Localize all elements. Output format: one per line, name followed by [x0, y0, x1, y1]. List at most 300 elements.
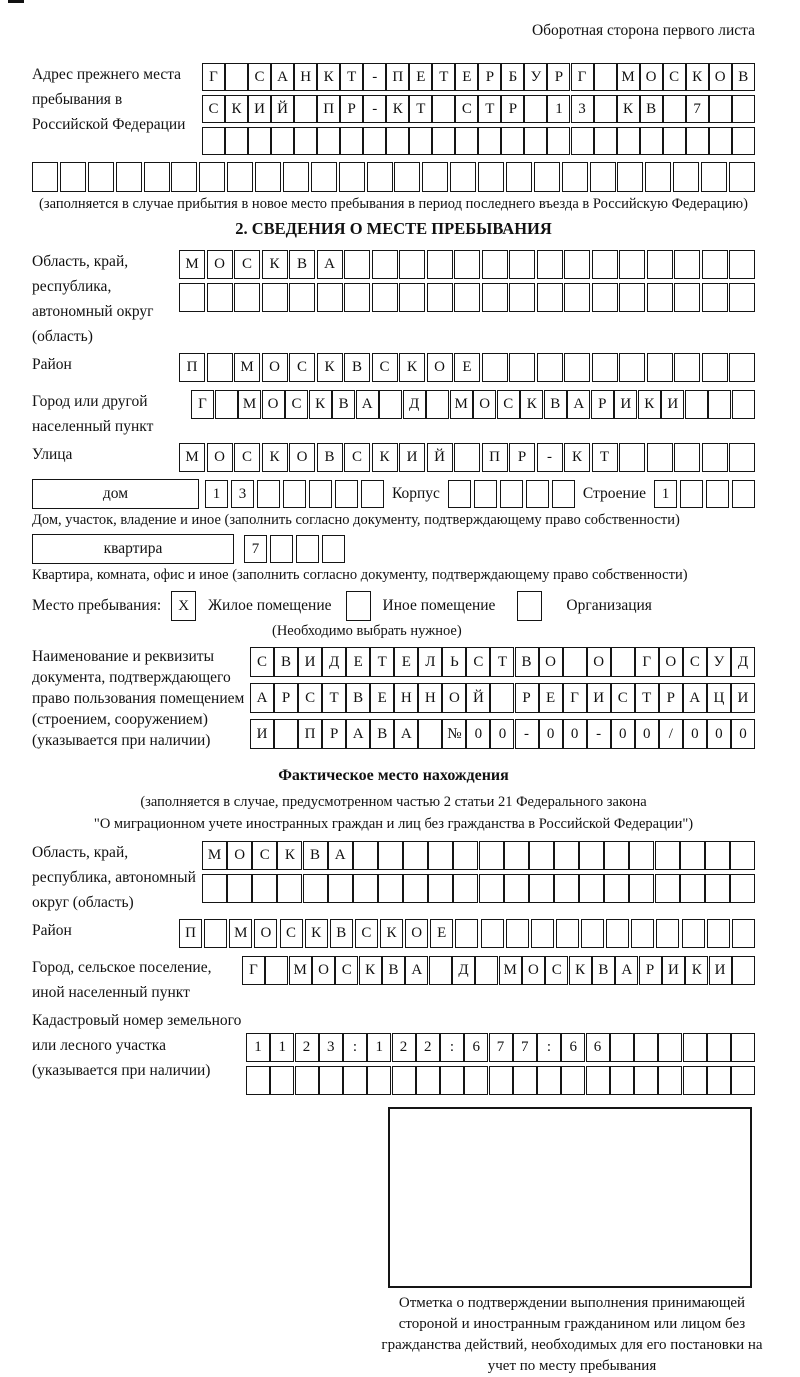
char-cell[interactable] — [479, 874, 504, 903]
char-cell[interactable]: С — [663, 63, 686, 91]
char-cell[interactable] — [179, 283, 205, 312]
char-cell[interactable]: С — [289, 353, 315, 382]
char-cell[interactable]: С — [234, 250, 260, 279]
char-cell[interactable] — [440, 1066, 464, 1095]
char-cell[interactable] — [428, 874, 453, 903]
char-cell[interactable]: С — [455, 95, 478, 123]
char-cell[interactable]: 0 — [563, 719, 587, 749]
char-cell[interactable] — [674, 443, 700, 472]
char-cell[interactable]: К — [685, 956, 708, 985]
char-cell[interactable]: С — [298, 683, 322, 713]
char-cell[interactable] — [564, 250, 590, 279]
char-cell[interactable]: В — [303, 841, 328, 870]
char-cell[interactable] — [561, 1066, 585, 1095]
char-cell[interactable]: Й — [466, 683, 490, 713]
char-cell[interactable] — [504, 874, 529, 903]
char-cell[interactable] — [199, 162, 225, 192]
char-cell[interactable]: О — [227, 841, 252, 870]
char-cell[interactable]: С — [335, 956, 358, 985]
char-cell[interactable] — [702, 250, 728, 279]
char-cell[interactable] — [647, 283, 673, 312]
char-cell[interactable]: 0 — [490, 719, 514, 749]
char-cell[interactable] — [422, 162, 448, 192]
char-cell[interactable]: С — [372, 353, 398, 382]
char-cell[interactable] — [386, 127, 409, 155]
char-cell[interactable] — [171, 162, 197, 192]
char-cell[interactable] — [702, 353, 728, 382]
char-cell[interactable]: О — [207, 250, 233, 279]
char-cell[interactable] — [427, 283, 453, 312]
char-cell[interactable]: 0 — [731, 719, 755, 749]
char-cell[interactable] — [554, 874, 579, 903]
char-cell[interactable]: У — [707, 647, 731, 677]
char-cell[interactable] — [378, 841, 403, 870]
char-cell[interactable] — [429, 956, 452, 985]
char-cell[interactable] — [524, 95, 547, 123]
char-cell[interactable]: - — [537, 443, 563, 472]
char-cell[interactable] — [509, 283, 535, 312]
char-cell[interactable]: 6 — [561, 1033, 585, 1062]
char-cell[interactable] — [729, 443, 755, 472]
char-cell[interactable]: А — [683, 683, 707, 713]
char-cell[interactable]: Р — [515, 683, 539, 713]
char-cell[interactable] — [707, 1033, 731, 1062]
char-cell[interactable]: О — [442, 683, 466, 713]
char-cell[interactable]: И — [731, 683, 755, 713]
char-cell[interactable] — [328, 874, 353, 903]
char-cell[interactable] — [202, 127, 225, 155]
char-cell[interactable]: С — [252, 841, 277, 870]
char-cell[interactable]: С — [466, 647, 490, 677]
char-cell[interactable]: 2 — [416, 1033, 440, 1062]
char-cell[interactable] — [283, 162, 309, 192]
char-cell[interactable]: С — [234, 443, 260, 472]
char-cell[interactable] — [399, 250, 425, 279]
char-cell[interactable]: К — [386, 95, 409, 123]
char-cell[interactable]: В — [640, 95, 663, 123]
char-cell[interactable]: Е — [455, 63, 478, 91]
char-cell[interactable]: 7 — [686, 95, 709, 123]
char-cell[interactable] — [353, 874, 378, 903]
char-cell[interactable]: П — [386, 63, 409, 91]
char-cell[interactable]: М — [617, 63, 640, 91]
char-cell[interactable]: О — [640, 63, 663, 91]
char-cell[interactable] — [610, 1033, 634, 1062]
char-cell[interactable] — [303, 874, 328, 903]
char-cell[interactable]: Р — [340, 95, 363, 123]
char-cell[interactable] — [450, 162, 476, 192]
char-cell[interactable]: В — [344, 353, 370, 382]
char-cell[interactable]: К — [225, 95, 248, 123]
char-cell[interactable]: А — [615, 956, 638, 985]
char-cell[interactable] — [409, 127, 432, 155]
char-cell[interactable]: Р — [659, 683, 683, 713]
char-cell[interactable] — [416, 1066, 440, 1095]
char-cell[interactable]: Р — [478, 63, 501, 91]
char-cell[interactable]: Р — [501, 95, 524, 123]
char-cell[interactable] — [509, 250, 535, 279]
char-cell[interactable]: Л — [418, 647, 442, 677]
char-cell[interactable] — [611, 647, 635, 677]
char-cell[interactable] — [709, 127, 732, 155]
char-cell[interactable] — [655, 874, 680, 903]
char-cell[interactable]: М — [499, 956, 522, 985]
char-cell[interactable] — [403, 841, 428, 870]
char-cell[interactable]: А — [317, 250, 343, 279]
char-cell[interactable]: В — [289, 250, 315, 279]
char-cell[interactable] — [647, 353, 673, 382]
char-cell[interactable] — [526, 480, 549, 508]
char-cell[interactable]: 0 — [707, 719, 731, 749]
char-cell[interactable]: К — [380, 919, 403, 948]
char-cell[interactable] — [506, 919, 529, 948]
char-cell[interactable] — [482, 250, 508, 279]
char-cell[interactable]: 2 — [392, 1033, 416, 1062]
char-cell[interactable]: И — [248, 95, 271, 123]
char-cell[interactable]: Е — [394, 647, 418, 677]
char-cell[interactable] — [729, 250, 755, 279]
char-cell[interactable] — [663, 127, 686, 155]
char-cell[interactable] — [448, 480, 471, 508]
char-cell[interactable] — [262, 283, 288, 312]
char-cell[interactable]: С — [202, 95, 225, 123]
char-cell[interactable]: О — [709, 63, 732, 91]
char-cell[interactable] — [592, 250, 618, 279]
char-cell[interactable]: 0 — [635, 719, 659, 749]
char-cell[interactable] — [702, 443, 728, 472]
char-cell[interactable] — [428, 841, 453, 870]
char-cell[interactable] — [631, 919, 654, 948]
char-cell[interactable]: О — [539, 647, 563, 677]
char-cell[interactable]: К — [399, 353, 425, 382]
char-cell[interactable] — [529, 874, 554, 903]
char-cell[interactable] — [531, 919, 554, 948]
char-cell[interactable]: Е — [409, 63, 432, 91]
char-cell[interactable]: К — [277, 841, 302, 870]
char-cell[interactable]: С — [280, 919, 303, 948]
char-cell[interactable] — [392, 1066, 416, 1095]
char-cell[interactable] — [524, 127, 547, 155]
char-cell[interactable] — [453, 841, 478, 870]
char-cell[interactable]: Г — [202, 63, 225, 91]
char-cell[interactable] — [640, 127, 663, 155]
char-cell[interactable]: С — [344, 443, 370, 472]
char-cell[interactable]: Т — [370, 647, 394, 677]
char-cell[interactable] — [270, 1066, 294, 1095]
char-cell[interactable]: О — [659, 647, 683, 677]
char-cell[interactable]: М — [234, 353, 260, 382]
char-cell[interactable]: Г — [571, 63, 594, 91]
char-cell[interactable] — [708, 390, 731, 419]
char-cell[interactable]: Д — [322, 647, 346, 677]
char-cell[interactable] — [680, 841, 705, 870]
char-cell[interactable] — [265, 956, 288, 985]
char-cell[interactable] — [683, 1066, 707, 1095]
char-cell[interactable]: В — [317, 443, 343, 472]
char-cell[interactable] — [634, 1033, 658, 1062]
char-cell[interactable]: / — [659, 719, 683, 749]
char-cell[interactable]: 1 — [547, 95, 570, 123]
char-cell[interactable] — [586, 1066, 610, 1095]
char-cell[interactable]: Е — [370, 683, 394, 713]
char-cell[interactable] — [683, 1033, 707, 1062]
char-cell[interactable]: С — [285, 390, 308, 419]
char-cell[interactable] — [399, 283, 425, 312]
char-cell[interactable] — [729, 162, 755, 192]
char-cell[interactable] — [563, 647, 587, 677]
char-cell[interactable] — [270, 535, 293, 563]
char-cell[interactable] — [271, 127, 294, 155]
char-cell[interactable] — [344, 250, 370, 279]
char-cell[interactable] — [537, 1066, 561, 1095]
char-cell[interactable]: В — [544, 390, 567, 419]
char-cell[interactable]: А — [250, 683, 274, 713]
char-cell[interactable] — [658, 1066, 682, 1095]
char-cell[interactable]: 3 — [231, 480, 254, 508]
char-cell[interactable]: В — [274, 647, 298, 677]
char-cell[interactable]: К — [638, 390, 661, 419]
char-cell[interactable] — [709, 95, 732, 123]
char-cell[interactable]: О — [254, 919, 277, 948]
char-cell[interactable]: С — [355, 919, 378, 948]
char-cell[interactable]: М — [229, 919, 252, 948]
char-cell[interactable] — [295, 1066, 319, 1095]
char-cell[interactable] — [619, 443, 645, 472]
char-cell[interactable] — [619, 283, 645, 312]
char-cell[interactable] — [309, 480, 332, 508]
char-cell[interactable]: Р — [274, 683, 298, 713]
char-cell[interactable]: К — [317, 63, 340, 91]
char-cell[interactable] — [663, 95, 686, 123]
char-cell[interactable]: О — [262, 353, 288, 382]
char-cell[interactable] — [579, 874, 604, 903]
char-cell[interactable] — [610, 1066, 634, 1095]
char-cell[interactable] — [427, 250, 453, 279]
char-cell[interactable]: А — [328, 841, 353, 870]
char-cell[interactable]: 7 — [489, 1033, 513, 1062]
checkbox-organization[interactable] — [517, 591, 542, 621]
char-cell[interactable] — [729, 283, 755, 312]
char-cell[interactable] — [705, 841, 730, 870]
char-cell[interactable]: К — [617, 95, 640, 123]
char-cell[interactable] — [509, 353, 535, 382]
char-cell[interactable]: У — [524, 63, 547, 91]
char-cell[interactable] — [372, 283, 398, 312]
char-cell[interactable]: Т — [635, 683, 659, 713]
char-cell[interactable] — [674, 250, 700, 279]
char-cell[interactable] — [705, 874, 730, 903]
char-cell[interactable]: П — [179, 353, 205, 382]
char-cell[interactable]: Т — [340, 63, 363, 91]
char-cell[interactable] — [617, 162, 643, 192]
char-cell[interactable]: Н — [394, 683, 418, 713]
char-cell[interactable]: О — [427, 353, 453, 382]
char-cell[interactable]: Г — [635, 647, 659, 677]
char-cell[interactable] — [296, 535, 319, 563]
char-cell[interactable] — [730, 841, 755, 870]
char-cell[interactable] — [547, 127, 570, 155]
char-cell[interactable] — [367, 162, 393, 192]
char-cell[interactable]: О — [522, 956, 545, 985]
char-cell[interactable] — [571, 127, 594, 155]
char-cell[interactable] — [246, 1066, 270, 1095]
char-cell[interactable] — [361, 480, 384, 508]
char-cell[interactable] — [207, 353, 233, 382]
char-cell[interactable]: Р — [547, 63, 570, 91]
char-cell[interactable]: И — [250, 719, 274, 749]
char-cell[interactable]: И — [298, 647, 322, 677]
char-cell[interactable] — [311, 162, 337, 192]
char-cell[interactable] — [367, 1066, 391, 1095]
char-cell[interactable] — [225, 127, 248, 155]
char-cell[interactable] — [731, 1066, 755, 1095]
char-cell[interactable] — [729, 353, 755, 382]
char-cell[interactable] — [363, 127, 386, 155]
char-cell[interactable] — [454, 250, 480, 279]
char-cell[interactable]: В — [332, 390, 355, 419]
char-cell[interactable] — [504, 841, 529, 870]
checkbox-other-premises[interactable] — [346, 591, 371, 621]
char-cell[interactable] — [335, 480, 358, 508]
char-cell[interactable]: Р — [591, 390, 614, 419]
char-cell[interactable]: Д — [452, 956, 475, 985]
char-cell[interactable] — [707, 919, 730, 948]
char-cell[interactable]: М — [179, 443, 205, 472]
char-cell[interactable]: 7 — [244, 535, 267, 563]
char-cell[interactable] — [592, 353, 618, 382]
char-cell[interactable] — [564, 283, 590, 312]
char-cell[interactable]: М — [202, 841, 227, 870]
char-cell[interactable] — [478, 127, 501, 155]
char-cell[interactable] — [594, 95, 617, 123]
char-cell[interactable] — [464, 1066, 488, 1095]
char-cell[interactable]: Р — [639, 956, 662, 985]
char-cell[interactable] — [682, 919, 705, 948]
char-cell[interactable]: 0 — [611, 719, 635, 749]
char-cell[interactable]: Р — [509, 443, 535, 472]
char-cell[interactable] — [617, 127, 640, 155]
char-cell[interactable]: О — [587, 647, 611, 677]
char-cell[interactable]: 1 — [246, 1033, 270, 1062]
char-cell[interactable]: М — [179, 250, 205, 279]
char-cell[interactable]: О — [405, 919, 428, 948]
char-cell[interactable] — [418, 719, 442, 749]
char-cell[interactable] — [537, 250, 563, 279]
char-cell[interactable] — [629, 874, 654, 903]
char-cell[interactable] — [144, 162, 170, 192]
char-cell[interactable] — [215, 390, 238, 419]
char-cell[interactable]: М — [289, 956, 312, 985]
char-cell[interactable] — [343, 1066, 367, 1095]
char-cell[interactable]: А — [405, 956, 428, 985]
char-cell[interactable]: В — [370, 719, 394, 749]
char-cell[interactable] — [702, 283, 728, 312]
char-cell[interactable] — [379, 390, 402, 419]
char-cell[interactable]: И — [399, 443, 425, 472]
char-cell[interactable] — [116, 162, 142, 192]
char-cell[interactable] — [673, 162, 699, 192]
char-cell[interactable]: 1 — [367, 1033, 391, 1062]
char-cell[interactable] — [606, 919, 629, 948]
char-cell[interactable] — [554, 841, 579, 870]
char-cell[interactable] — [604, 874, 629, 903]
char-cell[interactable] — [674, 283, 700, 312]
char-cell[interactable]: 0 — [683, 719, 707, 749]
char-cell[interactable] — [60, 162, 86, 192]
char-cell[interactable] — [592, 283, 618, 312]
char-cell[interactable]: № — [442, 719, 466, 749]
char-cell[interactable]: - — [363, 95, 386, 123]
char-cell[interactable] — [455, 127, 478, 155]
char-cell[interactable] — [289, 283, 315, 312]
char-cell[interactable] — [645, 162, 671, 192]
char-cell[interactable] — [294, 95, 317, 123]
char-cell[interactable] — [680, 480, 703, 508]
char-cell[interactable] — [732, 919, 755, 948]
char-cell[interactable] — [647, 443, 673, 472]
char-cell[interactable]: С — [545, 956, 568, 985]
char-cell[interactable] — [658, 1033, 682, 1062]
char-cell[interactable] — [207, 283, 233, 312]
char-cell[interactable] — [489, 1066, 513, 1095]
char-cell[interactable]: 0 — [466, 719, 490, 749]
char-cell[interactable] — [490, 683, 514, 713]
char-cell[interactable]: К — [309, 390, 332, 419]
char-cell[interactable] — [277, 874, 302, 903]
char-cell[interactable]: Е — [346, 647, 370, 677]
char-cell[interactable] — [500, 480, 523, 508]
char-cell[interactable] — [225, 63, 248, 91]
char-cell[interactable]: А — [271, 63, 294, 91]
char-cell[interactable]: Т — [478, 95, 501, 123]
char-cell[interactable]: Г — [242, 956, 265, 985]
char-cell[interactable]: М — [450, 390, 473, 419]
char-cell[interactable]: Й — [427, 443, 453, 472]
char-cell[interactable] — [732, 95, 755, 123]
char-cell[interactable]: А — [356, 390, 379, 419]
char-cell[interactable]: Г — [563, 683, 587, 713]
char-cell[interactable] — [475, 956, 498, 985]
char-cell[interactable] — [478, 162, 504, 192]
char-cell[interactable] — [202, 874, 227, 903]
char-cell[interactable] — [619, 250, 645, 279]
char-cell[interactable]: 2 — [295, 1033, 319, 1062]
char-cell[interactable] — [322, 535, 345, 563]
char-cell[interactable]: Е — [430, 919, 453, 948]
char-cell[interactable]: Т — [592, 443, 618, 472]
char-cell[interactable]: П — [179, 919, 202, 948]
char-cell[interactable]: И — [662, 956, 685, 985]
char-cell[interactable] — [564, 353, 590, 382]
char-cell[interactable] — [686, 127, 709, 155]
char-cell[interactable] — [634, 1066, 658, 1095]
char-cell[interactable] — [619, 353, 645, 382]
char-cell[interactable] — [403, 874, 428, 903]
char-cell[interactable] — [579, 841, 604, 870]
char-cell[interactable]: Д — [731, 647, 755, 677]
char-cell[interactable]: К — [262, 443, 288, 472]
char-cell[interactable]: Т — [432, 63, 455, 91]
char-cell[interactable] — [562, 162, 588, 192]
checkbox-residential[interactable]: X — [171, 591, 196, 621]
char-cell[interactable] — [479, 841, 504, 870]
char-cell[interactable] — [482, 283, 508, 312]
char-cell[interactable]: О — [473, 390, 496, 419]
char-cell[interactable]: В — [346, 683, 370, 713]
char-cell[interactable] — [594, 127, 617, 155]
char-cell[interactable]: Г — [191, 390, 214, 419]
char-cell[interactable] — [432, 95, 455, 123]
